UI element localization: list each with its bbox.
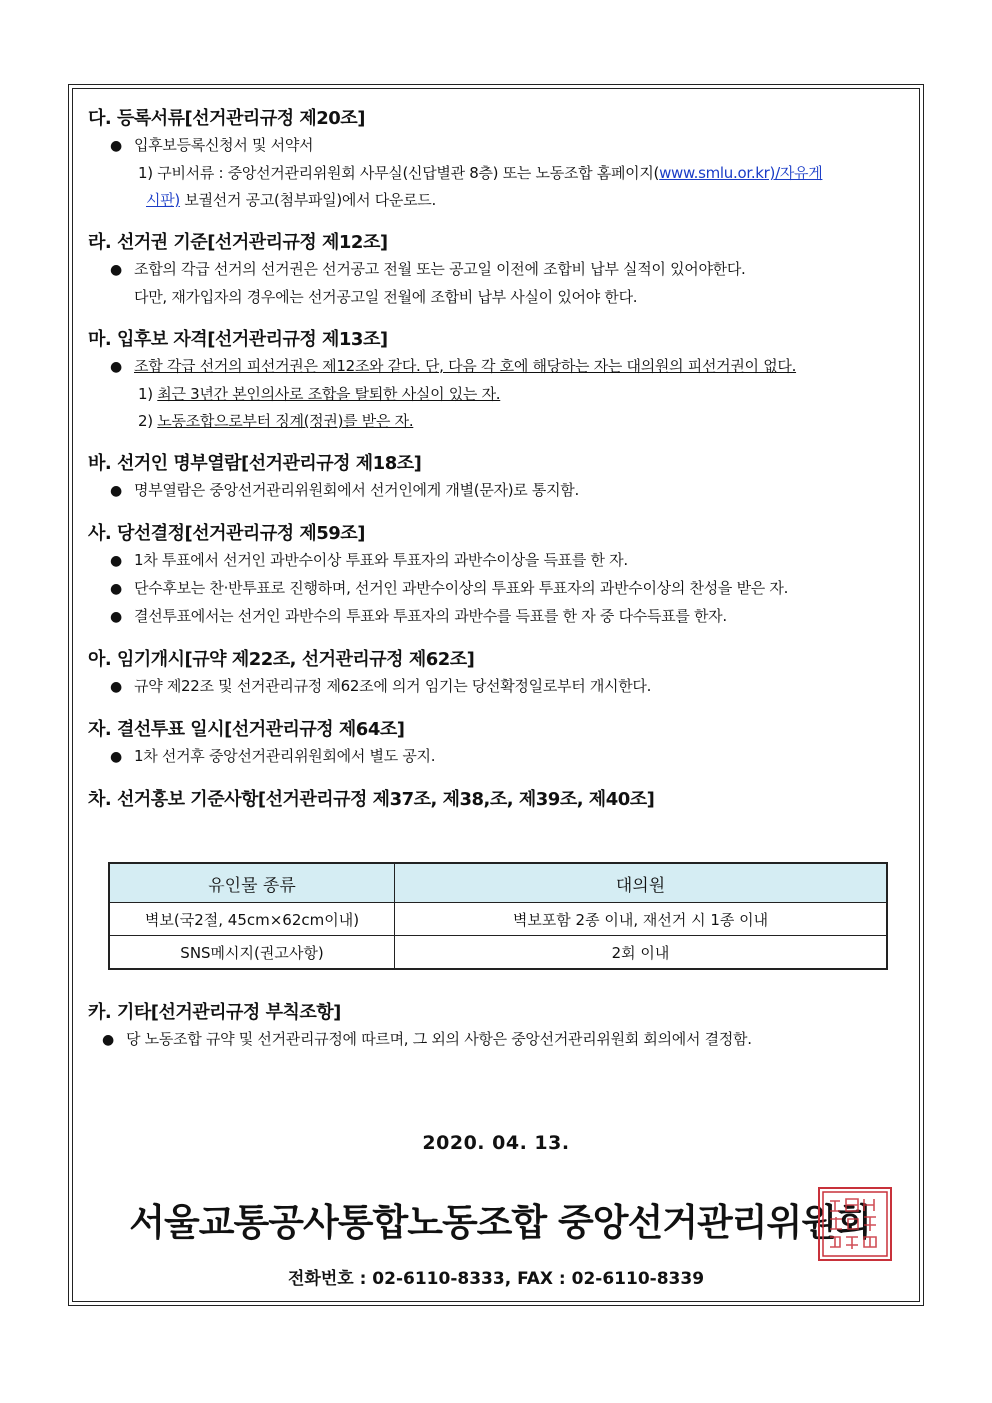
table-cell: SNS메시지(권고사항) (109, 936, 395, 970)
section-candidate-qualification (88, 327, 908, 435)
bullet-icon: ● (110, 749, 122, 765)
section-voting-right (88, 230, 908, 311)
organization-name: 서울교통공사통합노동조합 중앙선거관리위원회 (129, 1201, 871, 1244)
section-registration (88, 106, 908, 214)
section-campaign-standards (88, 787, 908, 813)
sub-item-cont: 시판) 보궐선거 공고(첨부파일)에서 다운로드. (146, 191, 436, 209)
bullet-line: ● 명부열람은 중앙선거관리위원회에서 선거인에게 개별(문자)로 통지함. (88, 477, 908, 505)
bullet-line: ● 입후보등록신청서 및 서약서 (88, 132, 908, 160)
campaign-materials-table (108, 862, 888, 970)
table-cell: 벽보포함 2종 이내, 재선거 시 1종 이내 (395, 903, 888, 936)
bullet-line: ● 결선투표에서는 선거인 과반수의 투표와 투표자의 과반수를 득표를 한 자 중 다수득표를 한자. (88, 603, 908, 631)
section-title: 아. 임기개시[규약 제22조, 선거관리규정 제62조] (88, 649, 475, 670)
seal-graphic (820, 1189, 890, 1259)
table-header-row (109, 863, 887, 903)
bullet-icon: ● (110, 553, 122, 569)
bullet-line: ● 당 노동조합 규약 및 선거관리규정에 따르며, 그 외의 사항은 중앙선거관리위원회 회의에서 결정함. (88, 1026, 908, 1054)
bullet-line: ● 조합 각급 선거의 피선거권은 제12조와 같다. 단, 다음 각 호에 해당하는 자는 대의원의 피선거권이 없다. (88, 353, 908, 381)
table-row (109, 903, 887, 936)
section-title: 카. 기타[선거관리규정 부칙조항] (88, 1002, 341, 1023)
bullet-icon: ● (110, 679, 122, 695)
table-cell: 벽보(국2절, 45cm×62cm이내) (109, 903, 395, 936)
bullet-line: ● 1차 선거후 중앙선거관리위원회에서 별도 공지. (88, 743, 908, 771)
section-term-start (88, 647, 908, 701)
bullet-cont: 다만, 재가입자의 경우에는 선거공고일 전월에 조합비 납부 사실이 있어야 한다. (134, 288, 638, 306)
sub-item: 1) 최근 3년간 본인의사로 조합을 탈퇴한 사실이 있는 자. (138, 385, 501, 403)
bullet-icon: ● (110, 359, 122, 375)
section-title: 바. 선거인 명부열람[선거관리규정 제18조] (88, 453, 422, 474)
bullet-line: ● 단수후보는 찬·반투표로 진행하며, 선거인 과반수이상의 투표와 투표자의 과반수이상의 찬성을 받은 자. (88, 575, 908, 603)
bullet-icon: ● (110, 581, 122, 597)
table-row (109, 936, 887, 970)
bullet-icon: ● (102, 1032, 114, 1048)
official-seal-icon (818, 1187, 892, 1261)
bullet-line: ● 1차 투표에서 선거인 과반수이상 투표와 투표자의 과반수이상을 득표를 한 자. (88, 547, 908, 575)
bullet-line: ● 규약 제22조 및 선거관리규정 제62조에 의거 임기는 당선확정일로부터 개시한다. (88, 673, 908, 701)
section-title: 마. 입후보 자격[선거관리규정 제13조] (88, 329, 388, 350)
section-title: 사. 당선결정[선거관리규정 제59조] (88, 523, 365, 544)
bullet-icon: ● (110, 483, 122, 499)
table-header: 대의원 (395, 863, 888, 903)
section-misc (88, 1000, 908, 1054)
table-header: 유인물 종류 (109, 863, 395, 903)
bullet-icon: ● (110, 609, 122, 625)
section-election-decision (88, 521, 908, 631)
table-cell: 2회 이내 (395, 936, 888, 970)
section-title: 차. 선거홍보 기준사항[선거관리규정 제37조, 제38,조, 제39조, 제40조] (88, 789, 655, 810)
contact-info: 전화번호 : 02-6110-8333, FAX : 02-6110-8339 (287, 1269, 705, 1289)
document-body (88, 106, 908, 813)
section-title: 자. 결선투표 일시[선거관리규정 제64조] (88, 719, 405, 740)
homepage-link-cont[interactable]: 시판) (146, 191, 180, 209)
section-title: 라. 선거권 기준[선거관리규정 제12조] (88, 232, 388, 253)
sub-item: 2) 노동조합으로부터 징계(정권)를 받은 자. (138, 412, 414, 430)
sub-item: 1) 구비서류 : 중앙선거관리위원회 사무실(신답별관 8층) 또는 노동조합 홈페이지(www.smlu.or.kr)/자유게 (138, 164, 823, 182)
bullet-line: ● 조합의 각급 선거의 선거권은 선거공고 전월 또는 공고일 이전에 조합비 납부 실적이 있어야한다. (88, 256, 908, 284)
section-runoff-schedule (88, 717, 908, 771)
homepage-link[interactable]: www.smlu.or.kr)/자유게 (659, 164, 823, 182)
bullet-icon: ● (110, 138, 122, 154)
section-voter-list (88, 451, 908, 505)
document-date: 2020. 04. 13. (422, 1132, 570, 1154)
bullet-icon: ● (110, 262, 122, 278)
section-title: 다. 등록서류[선거관리규정 제20조] (88, 108, 365, 129)
